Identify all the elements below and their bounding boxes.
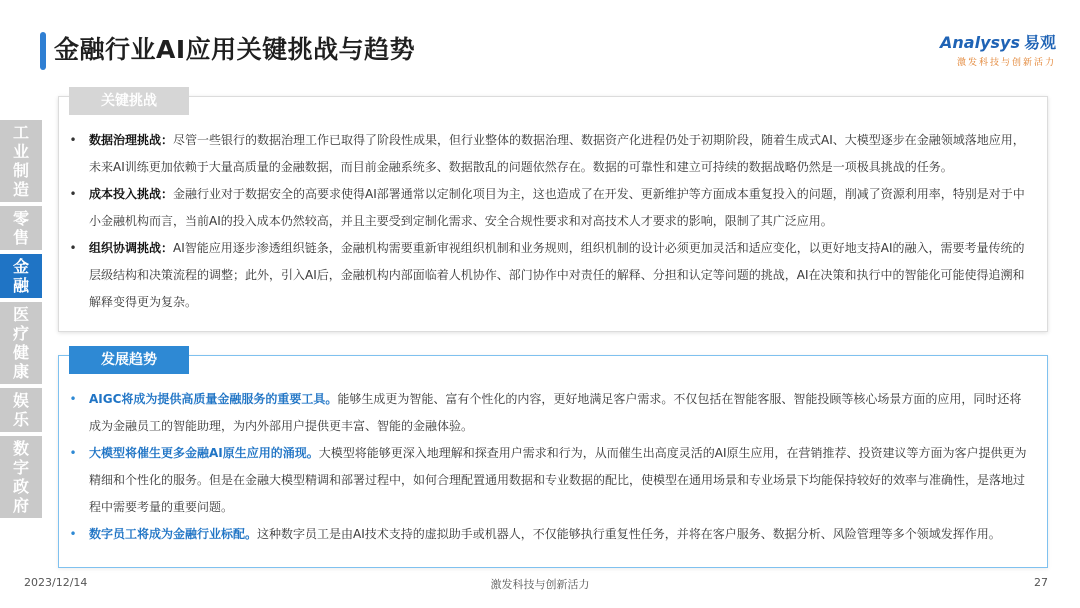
brand-logo: [940, 30, 1056, 68]
list-item: [65, 386, 1033, 440]
item-body: AI智能应用逐步渗透组织链条，金融机构需要重新审视组织机制和业务规则，组织机制的设计必须更加灵活和适应变化，以更好地支持AI的融入，需要考量传统的层级结构和决策流程的调整；此外，引入AI后，金融机构内部面临着人机协作、部门协作中对责任的解释、分担和认定等问题的挑战，AI在决策和执行中的智能化可能使得追溯和解释变得更为复杂。: [89, 241, 1025, 309]
page-number: 27: [1034, 576, 1048, 589]
bullet-icon: •: [69, 527, 77, 541]
sidenav-label: 医 疗 健 康: [12, 305, 29, 381]
trends-tag: 发展趋势: [69, 346, 189, 374]
challenges-tag: 关键挑战: [69, 87, 189, 115]
sidenav-item-manufacturing[interactable]: [0, 120, 42, 202]
item-heading: 组织协调挑战：: [89, 241, 174, 255]
bullet-icon: •: [69, 446, 77, 460]
item-heading: 数字员工将成为金融行业标配。: [89, 527, 258, 541]
footer-date: 2023/12/14: [24, 576, 88, 589]
bullet-icon: •: [69, 133, 77, 147]
bullet-icon: •: [69, 241, 77, 255]
sidenav-label: 零 售: [12, 209, 29, 247]
item-body: 能够生成更为智能、富有个性化的内容，更好地满足客户需求。不仅包括在智能客服、智能投顾等核心场景方面的应用，同时还将成为金融员工的智能助理，为内外部用户提供更丰富、智能的金融体验。: [89, 392, 1022, 433]
item-body: 尽管一些银行的数据治理工作已取得了阶段性成果，但行业整体的数据治理、数据资产化进程仍处于初期阶段，随着生成式AI、大模型逐步在金融领域落地应用，未来AI训练更加依赖于大量高质量的金融数据，而目前金融系统多、数据散乱的问题依然存在。数据的可靠性和建立可持续的数据战略仍然是一项极具挑战的任务。: [89, 133, 1025, 174]
sidenav-label: 数 字 政 府: [12, 439, 29, 515]
item-heading: 成本投入挑战：: [89, 187, 174, 201]
logo-slogan: 激发科技与创新活力: [956, 58, 1056, 68]
sidenav-item-digital-gov[interactable]: [0, 436, 42, 518]
list-item: [65, 521, 1033, 548]
trends-panel: [58, 352, 1048, 568]
sidenav-item-healthcare[interactable]: [0, 302, 42, 384]
sidenav-item-entertainment[interactable]: [0, 388, 42, 432]
challenges-panel: [58, 93, 1048, 332]
trends-list: [65, 386, 1033, 548]
sidenav-label: 金 融: [12, 257, 29, 295]
item-body: 大模型将能够更深入地理解和探查用户需求和行为，从而催生出高度灵活的AI原生应用，在营销推荐、投资建议等方面为客户提供更为精细和个性化的服务。但是在金融大模型精调和部署过程中，如何合理配置通用数据和专业数据的配比，使模型在通用场景和专业场景下均能保持较好的效率与准确性，是落地过程中需要考量的重要问题。: [89, 446, 1027, 514]
bullet-icon: •: [69, 392, 77, 406]
sidenav-item-finance[interactable]: [0, 254, 42, 298]
list-item: [65, 440, 1033, 521]
sidenav-label: 娱 乐: [12, 391, 29, 429]
challenges-list: [65, 127, 1033, 316]
bullet-icon: •: [69, 187, 77, 201]
item-heading: 大模型将催生更多金融AI原生应用的涌现。: [89, 446, 319, 460]
list-item: [65, 235, 1033, 316]
item-heading: 数据治理挑战：: [89, 133, 174, 147]
sidenav-item-retail[interactable]: [0, 206, 42, 250]
industry-sidenav: [0, 120, 42, 522]
item-heading: AIGC将成为提供高质量金融服务的重要工具。: [89, 392, 338, 406]
list-item: [65, 127, 1033, 181]
title-accent-bar: [40, 32, 46, 70]
page-title: 金融行业AI应用关键挑战与趋势: [54, 35, 416, 64]
logo-cn: 易观: [1023, 33, 1056, 52]
item-body: 这种数字员工是由AI技术支持的虚拟助手或机器人，不仅能够执行重复性任务，并将在客户服务、数据分析、风险管理等多个领域发挥作用。: [257, 527, 1001, 541]
sidenav-label: 工 业 制 造: [12, 123, 29, 199]
list-item: [65, 181, 1033, 235]
logo-en: Analysys: [940, 33, 1020, 52]
item-body: 金融行业对于数据安全的高要求使得AI部署通常以定制化项目为主，这也造成了在开发、更新维护等方面成本重复投入的问题，削减了资源利用率，特别是对于中小金融机构而言，当前AI的投入成本仍然较高，并且主要受到定制化需求、安全合规性要求和对高技术人才要求的影响，限制了其广泛应用。: [89, 187, 1025, 228]
footer-slogan: 激发科技与创新活力: [490, 578, 590, 591]
